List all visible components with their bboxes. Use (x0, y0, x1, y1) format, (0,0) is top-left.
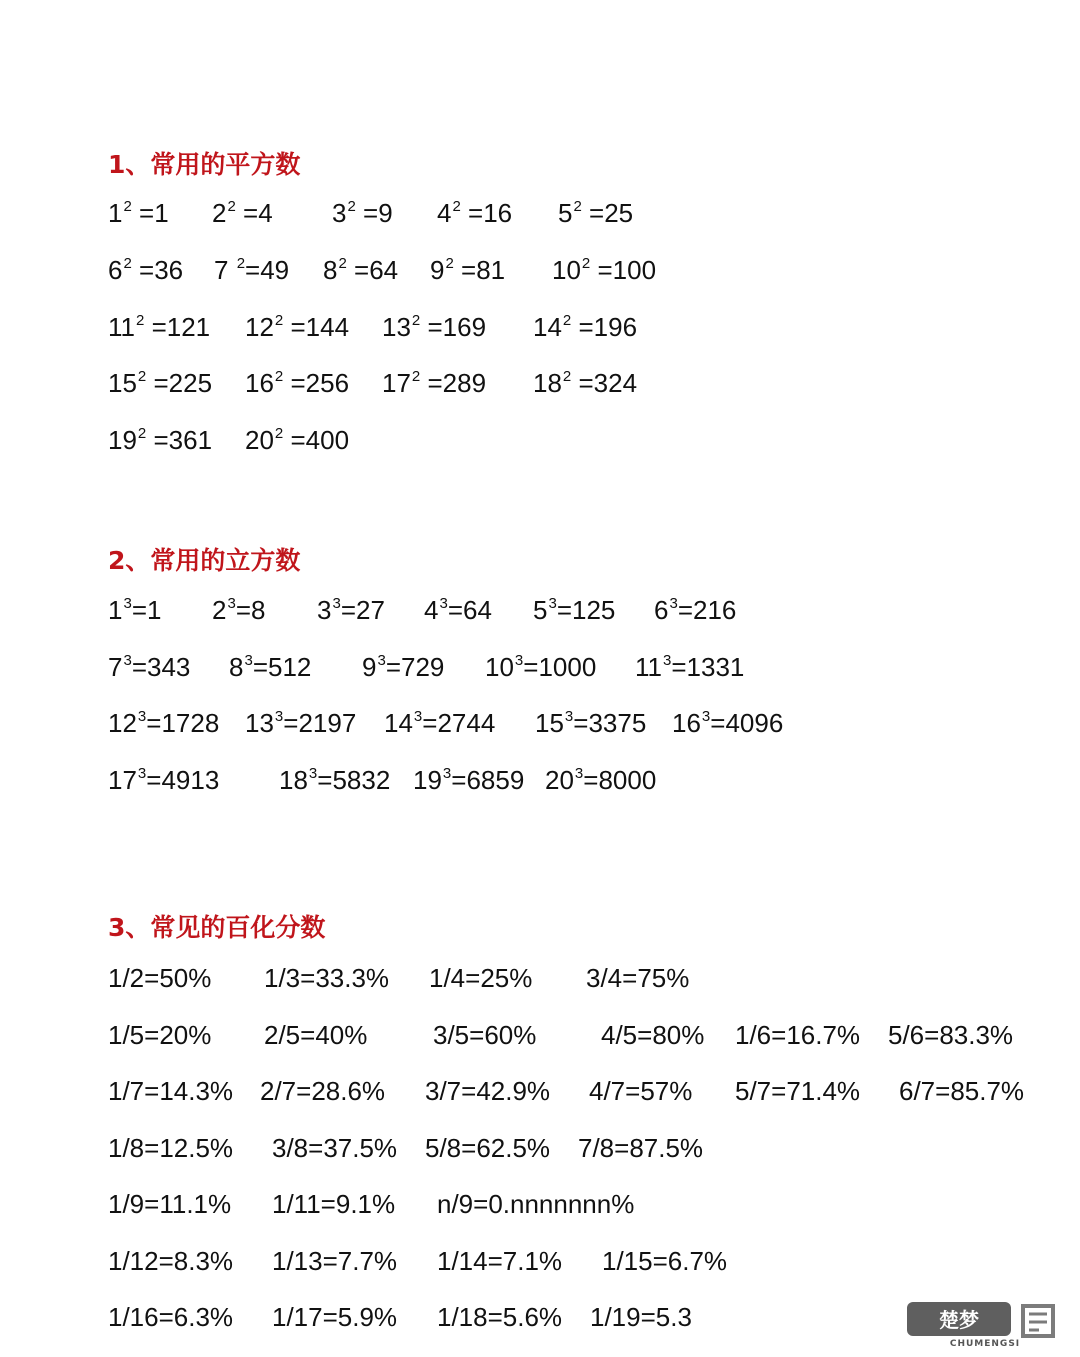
entry-exponent: 2 (562, 368, 572, 385)
entry-result: =64 (447, 595, 492, 625)
square-entry (323, 257, 398, 283)
cube-entry (635, 654, 744, 680)
fraction-entry: 1/19=5.3 (590, 1302, 692, 1332)
fraction-entry: 1/5=20% (108, 1020, 212, 1050)
fraction-entry: 5/7=71.4% (735, 1076, 861, 1106)
fraction-entry: 1/14=7.1% (437, 1246, 563, 1276)
entry-base: 16 (672, 708, 701, 738)
entry-base: 6 (108, 255, 123, 285)
entry-exponent: 3 (274, 708, 284, 725)
svg-text:CHUMENGSI: CHUMENGSI (949, 1339, 1021, 1348)
entry-base: 7 (108, 652, 123, 682)
fraction-entry: 1/18=5.6% (437, 1302, 563, 1332)
entry-exponent: 2 (338, 255, 347, 272)
entry-exponent: 2 (123, 255, 132, 272)
fraction-entry: 1/11=9.1% (272, 1189, 396, 1219)
entry-base: 7 (214, 255, 236, 285)
fraction-entry: 3/7=42.9% (425, 1076, 551, 1106)
fraction-entry: n/9=0.nnnnnnn% (437, 1189, 635, 1219)
square-entry (245, 314, 349, 340)
fraction-entry: 5/8=62.5% (425, 1133, 551, 1163)
entry-base: 3 (332, 198, 347, 228)
square-entry (332, 200, 393, 226)
square-entry (108, 314, 210, 340)
entry-exponent: 3 (669, 595, 678, 612)
entry-base: 1 (108, 198, 123, 228)
entry-base: 15 (535, 708, 564, 738)
fraction-entry: 1/3=33.3% (264, 963, 390, 993)
entry-base: 11 (635, 652, 662, 682)
section-heading: 2、常用的立方数 (108, 546, 301, 575)
entry-result: =16 (460, 198, 513, 228)
entry-base: 12 (108, 708, 137, 738)
fraction-entry: 1/13=7.7% (272, 1246, 398, 1276)
entry-exponent: 3 (514, 652, 524, 669)
entry-result: =216 (677, 595, 737, 625)
entry-result: =361 (146, 425, 213, 455)
fraction-entry: 1/4=25% (429, 963, 533, 993)
entry-exponent: 3 (244, 652, 253, 669)
fraction-entry: 3/4=75% (586, 963, 690, 993)
square-entry (382, 370, 486, 396)
entry-exponent: 3 (137, 708, 147, 725)
entry-result: =169 (420, 312, 487, 342)
entry-exponent: 3 (701, 708, 711, 725)
entry-base: 17 (108, 765, 137, 795)
entry-base: 18 (533, 368, 562, 398)
cube-entry (108, 710, 219, 736)
section-heading: 3、常见的百化分数 (108, 913, 326, 942)
entry-exponent: 3 (663, 652, 672, 669)
fraction-entry: 6/7=85.7% (899, 1076, 1025, 1106)
entry-result: =4913 (146, 765, 220, 795)
fraction-entry: 1/7=14.3% (108, 1076, 234, 1106)
square-entry (108, 370, 212, 396)
entry-result: =5832 (317, 765, 391, 795)
svg-text:楚梦: 楚梦 (939, 1308, 979, 1332)
entry-exponent: 2 (581, 255, 591, 272)
entry-exponent: 2 (137, 425, 147, 442)
entry-result: =1000 (523, 652, 597, 682)
entry-base: 17 (382, 368, 411, 398)
entry-result: =1331 (671, 652, 745, 682)
cube-entry (533, 597, 615, 623)
section-heading: 1、常用的平方数 (108, 150, 301, 179)
entry-base: 14 (533, 312, 562, 342)
entry-exponent: 2 (411, 312, 421, 329)
entry-base: 10 (485, 652, 514, 682)
entry-result: =324 (571, 368, 638, 398)
fraction-entry: 1/16=6.3% (108, 1302, 234, 1332)
entry-result: =6859 (451, 765, 525, 795)
cube-entry (362, 654, 444, 680)
entry-base: 16 (245, 368, 274, 398)
entry-base: 1 (108, 595, 123, 625)
entry-exponent: 2 (274, 312, 284, 329)
entry-result: =400 (283, 425, 350, 455)
entry-base: 8 (323, 255, 338, 285)
entry-exponent: 2 (137, 368, 147, 385)
entry-result: =25 (581, 198, 634, 228)
fraction-entry: 4/5=80% (601, 1020, 705, 1050)
fraction-entry: 5/6=83.3% (888, 1020, 1014, 1050)
entry-result: =225 (146, 368, 213, 398)
entry-result: =729 (385, 652, 445, 682)
entry-result: =343 (131, 652, 191, 682)
entry-exponent: 3 (123, 595, 132, 612)
cube-entry (108, 767, 219, 793)
entry-exponent: 3 (548, 595, 557, 612)
entry-exponent: 3 (574, 765, 584, 782)
entry-exponent: 2 (274, 425, 284, 442)
square-entry (214, 257, 289, 283)
fraction-entry: 3/8=37.5% (272, 1133, 398, 1163)
entry-exponent: 3 (413, 708, 423, 725)
square-entry (108, 200, 169, 226)
entry-base: 12 (245, 312, 274, 342)
entry-exponent: 3 (439, 595, 448, 612)
cube-entry (108, 597, 161, 623)
square-entry (382, 314, 486, 340)
entry-result: =9 (355, 198, 393, 228)
fraction-entry: 1/9=11.1% (108, 1189, 232, 1219)
entry-base: 14 (384, 708, 413, 738)
entry-base: 5 (558, 198, 573, 228)
entry-result: =256 (283, 368, 350, 398)
square-entry (245, 370, 349, 396)
entry-base: 20 (245, 425, 274, 455)
square-entry (552, 257, 656, 283)
fraction-entry: 1/17=5.9% (272, 1302, 398, 1332)
entry-base: 13 (382, 312, 411, 342)
square-entry (108, 257, 183, 283)
cube-entry (485, 654, 596, 680)
entry-base: 20 (545, 765, 574, 795)
fraction-entry: 1/2=50% (108, 963, 212, 993)
entry-result: =121 (144, 312, 211, 342)
entry-exponent: 2 (411, 368, 421, 385)
entry-base: 19 (413, 765, 442, 795)
square-entry (533, 314, 637, 340)
cube-entry (384, 710, 495, 736)
cube-entry (279, 767, 390, 793)
entry-base: 13 (245, 708, 274, 738)
fraction-entry: 2/7=28.6% (260, 1076, 386, 1106)
cube-entry (413, 767, 524, 793)
entry-exponent: 2 (227, 198, 236, 215)
entry-base: 9 (362, 652, 377, 682)
entry-result: =196 (571, 312, 638, 342)
entry-result: =64 (346, 255, 399, 285)
entry-base: 3 (317, 595, 332, 625)
entry-exponent: 2 (562, 312, 572, 329)
square-entry (245, 427, 349, 453)
entry-result: =4096 (710, 708, 784, 738)
entry-base: 15 (108, 368, 137, 398)
cube-entry (108, 654, 190, 680)
square-entry (533, 370, 637, 396)
watermark-logo (905, 1298, 1065, 1348)
entry-exponent: 3 (564, 708, 574, 725)
entry-result: =81 (453, 255, 506, 285)
cube-entry (672, 710, 783, 736)
entry-result: =100 (590, 255, 657, 285)
entry-result: =512 (252, 652, 312, 682)
entry-exponent: 2 (123, 198, 132, 215)
fraction-entry: 3/5=60% (433, 1020, 537, 1050)
entry-base: 4 (424, 595, 439, 625)
entry-result: =8 (235, 595, 266, 625)
square-entry (437, 200, 512, 226)
entry-exponent: 3 (123, 652, 132, 669)
fraction-entry: 1/12=8.3% (108, 1246, 234, 1276)
entry-result: =27 (340, 595, 385, 625)
fraction-entry: 4/7=57% (589, 1076, 693, 1106)
cube-entry (424, 597, 492, 623)
entry-result: =1 (131, 198, 169, 228)
entry-base: 9 (430, 255, 445, 285)
square-entry (558, 200, 633, 226)
entry-result: =1 (131, 595, 162, 625)
fraction-entry: 1/8=12.5% (108, 1133, 234, 1163)
entry-result: =289 (420, 368, 487, 398)
square-entry (430, 257, 505, 283)
square-entry (212, 200, 273, 226)
entry-base: 19 (108, 425, 137, 455)
entry-exponent: 2 (452, 198, 461, 215)
entry-exponent: 2 (274, 368, 284, 385)
entry-base: 6 (654, 595, 669, 625)
entry-result: =2197 (283, 708, 357, 738)
entry-exponent: 2 (236, 255, 246, 272)
cube-entry (317, 597, 385, 623)
entry-exponent: 3 (377, 652, 386, 669)
entry-result: =3375 (573, 708, 647, 738)
entry-result: =8000 (583, 765, 657, 795)
fraction-entry: 2/5=40% (264, 1020, 368, 1050)
cube-entry (535, 710, 646, 736)
square-entry (108, 427, 212, 453)
entry-exponent: 3 (308, 765, 318, 782)
entry-exponent: 2 (136, 312, 145, 329)
fraction-entry: 7/8=87.5% (578, 1133, 704, 1163)
cube-entry (229, 654, 311, 680)
entry-result: =49 (245, 255, 290, 285)
cube-entry (545, 767, 656, 793)
entry-exponent: 2 (573, 198, 582, 215)
entry-result: =125 (556, 595, 616, 625)
entry-result: =2744 (422, 708, 496, 738)
fraction-entry: 1/6=16.7% (735, 1020, 861, 1050)
entry-base: 18 (279, 765, 308, 795)
entry-exponent: 3 (137, 765, 147, 782)
entry-result: =144 (283, 312, 350, 342)
cube-entry (212, 597, 265, 623)
entry-exponent: 2 (347, 198, 356, 215)
entry-base: 5 (533, 595, 548, 625)
entry-exponent: 3 (227, 595, 236, 612)
entry-result: =1728 (146, 708, 220, 738)
entry-base: 4 (437, 198, 452, 228)
entry-exponent: 3 (332, 595, 341, 612)
entry-exponent: 2 (445, 255, 454, 272)
entry-base: 8 (229, 652, 244, 682)
entry-result: =36 (131, 255, 184, 285)
entry-base: 2 (212, 595, 227, 625)
entry-result: =4 (235, 198, 273, 228)
entry-base: 11 (108, 312, 135, 342)
cube-entry (654, 597, 736, 623)
entry-base: 2 (212, 198, 227, 228)
entry-base: 10 (552, 255, 581, 285)
entry-exponent: 3 (442, 765, 452, 782)
cube-entry (245, 710, 356, 736)
fraction-entry: 1/15=6.7% (602, 1246, 728, 1276)
